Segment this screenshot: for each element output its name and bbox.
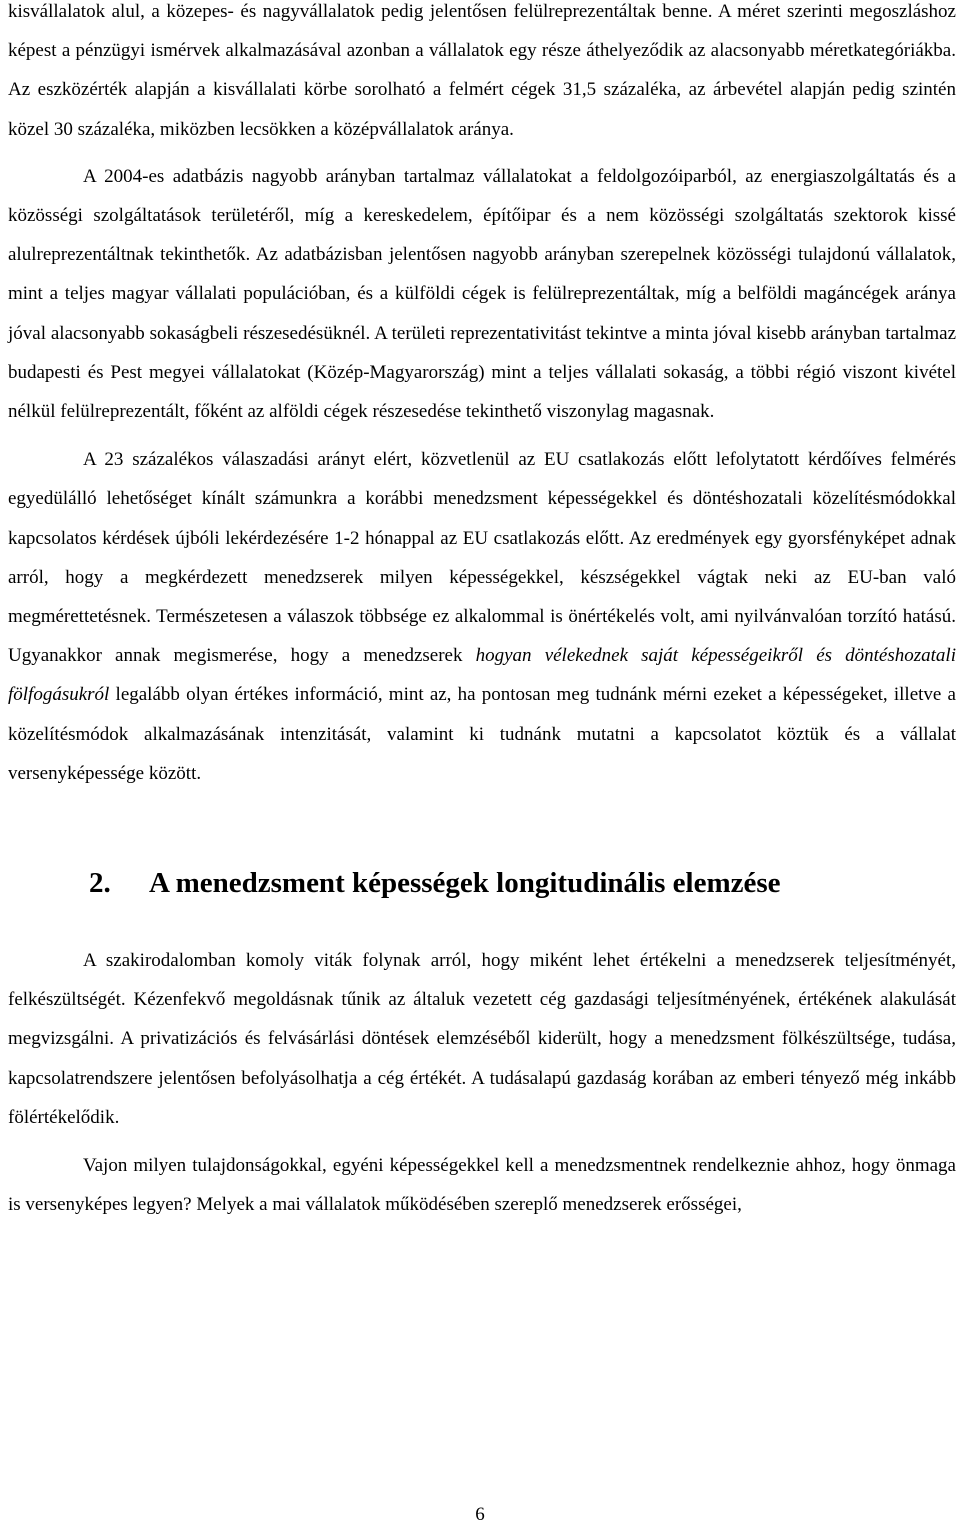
document-page <box>8 0 956 1224</box>
section-heading <box>8 863 956 903</box>
body-paragraph-2: A 2004-es adatbázis nagyobb arányban tartalmaz vállalatokat a feldolgozóiparból, az energiaszolgáltatás és a közösségi szolgáltatások területéről, míg a kereskedelem, építőipar és a nem közösségi szolgáltatás szektorok kissé alulreprezentáltnak tekinthetők. Az adatbázisban jelentősen nagyobb arányban szerepelnek közösségi tulajdonú vállalatok, mint a teljes magyar vállalati populációban, és a külföldi cégek is felülreprezentáltak, míg a belföldi magáncégek aránya jóval alacsonyabb sokaságbeli részesedésüknél. A területi reprezentativitást tekintve a minta jóval kisebb arányban tartalmaz budapesti és Pest megyei vállalatokat (Közép-Magyarország) mint a teljes vállalati sokaság, a többi régió viszont kivétel nélkül felülreprezentált, főként az alföldi cégek részesedése tekinthető viszonylag magasnak. <box>8 165 956 423</box>
paragraph-3-italic-phrase: hogyan vélekednek saját képességeikről és döntéshozatali fölfogásukról <box>8 645 956 706</box>
section-number: 2. <box>89 867 111 900</box>
section-paragraph-1: A szakirodalomban komoly viták folynak arról, hogy miként lehet értékelni a menedzserek teljesítményét, felkészültségét. Kézenfekvő megoldásnak tűnik az általuk vezetett cég gazdasági teljesítményének, értékének alakulását megvizsgálni. A privatizációs és felvásárlási döntések elemzéséből kiderült, hogy a menedzsment fölkészültsége, tudása, kapcsolatrendszere jelentősen befolyásolhatja a cég értékét. A tudásalapú gazdaság korában az emberi tényező még inkább fölértékelődik. <box>8 950 956 1128</box>
body-paragraph-3 <box>8 440 956 793</box>
page-number: 6 <box>475 1504 485 1525</box>
section-paragraph-2: Vajon milyen tulajdonságokkal, egyéni képességekkel kell a menedzsmentnek rendelkeznie ahhoz, hogy önmaga is versenyképes legyen? Melyek a mai vállalatok működésében szereplő menedzserek erősségei, <box>8 1155 956 1216</box>
paragraph-3-text-end: legalább olyan értékes információ, mint az, ha pontosan meg tudnánk mérni ezeket a képességeket, illetve a közelítésmódok alkalmazásának intenzitását, valamint ki tudnánk mutatni a kapcsolatot köztük és a vállalat versenyképessége között. <box>8 684 956 784</box>
paragraph-3-text-start: A 23 százalékos válaszadási arányt elért, közvetlenül az EU csatlakozás előtt lefolytatott kérdőíves felmérés egyedülálló lehetőséget kínált számunkra a korábbi menedzsment képességekkel és döntéshozatali közelítésmódokkal kapcsolatos kérdések újbóli lekérdezésére 1-2 hónappal az EU csatlakozás előtt. Az eredmények egy gyorsfényképet adnak arról, hogy a megkérdezett menedzserek milyen képességekkel, készségekkel vágtak neki az EU-ban való megmérettetésnek. Természetesen a válaszok többsége ez alkalommal is önértékelés volt, ami nyilvánvalóan torzító hatású. Ugyanakkor annak megismerése, hogy a menedzserek <box>8 449 956 667</box>
body-paragraph-1: kisvállalatok alul, a közepes- és nagyvállalatok pedig jelentősen felülreprezentáltak benne. A méret szerinti megoszláshoz képest a pénzügyi ismérvek alkalmazásával azonban a vállalatok egy része áthelyeződik az alacsonyabb méretkategóriákba. Az eszközérték alapján a kisvállalati körbe sorolható a felmért cégek 31,5 százaléka, az árbevétel alapján pedig szintén közel 30 százaléka, miközben lecsökken a középvállalatok aránya. <box>8 1 956 140</box>
section-title: A menedzsment képességek longitudinális elemzése <box>149 867 781 900</box>
